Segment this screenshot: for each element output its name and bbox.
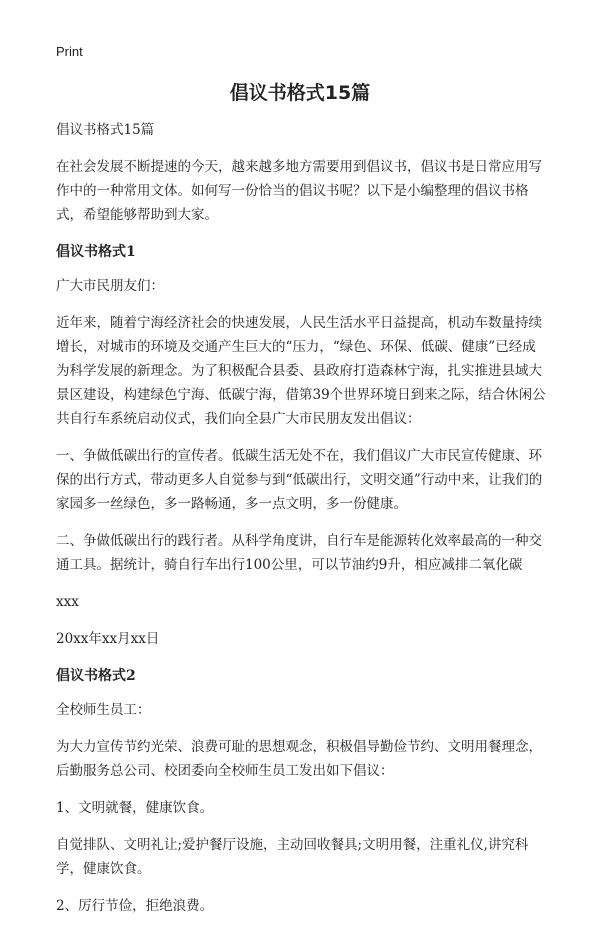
section2-item-2-title: 2、厉行节俭，拒绝浪费。 [56,898,214,914]
section-heading-2: 倡议书格式2 [56,668,136,684]
section-heading-1: 倡议书格式1 [56,244,136,260]
intro-paragraph: 在社会发展不断提速的今天，越来越多地方需要用到倡议书，倡议书是日常应用写作中的一种常用文体。如何写一份恰当的倡议书呢？以下是小编整理的倡议书格式，希望能够帮助到大家。 [56,159,542,223]
section1-paragraph-1: 近年来，随着宁海经济社会的快速发展，人民生活水平日益提高，机动车数量持续增长，对城市的环境及交通产生巨大的“压力，“绿色、环保、低碳、健康”已经成为科学发展的新理念。为了积极配合县委、县政府打造森林宁海，扎实推进县域大景区建设，构建绿色宁海、低碳宁海，借第39个世界环境日到来之际，结合休闲公共自行车系统启动仪式，我们向全县广大市民朋友发出倡议： [56,315,546,427]
section2-item-1-body: 自觉排队、文明礼让;爱护餐厅设施，主动回收餐具;文明用餐，注重礼仪,讲究科学，健康饮食。 [56,837,529,877]
section2-salutation: 全校师生员工： [56,702,151,718]
print-link[interactable]: Print [56,44,83,59]
section2-paragraph-1: 为大力宣传节约光荣、浪费可耻的思想观念，积极倡导勤俭节约、文明用餐理念，后勤服务总公司、校团委向全校师生员工发出如下倡议： [56,739,542,779]
document-title: 倡议书格式15篇 [229,82,371,104]
section1-salutation: 广大市民朋友们： [56,278,164,294]
document-body [56,118,546,931]
section1-date: 20xx年xx月xx日 [56,631,160,647]
section2-item-1-title: 1、文明就餐，健康饮食。 [56,800,214,816]
section1-signature: xxx [56,594,79,610]
section1-paragraph-3: 二、争做低碳出行的践行者。从科学角度讲，自行车是能源转化效率最高的一种交通工具。据统计，骑自行车出行100公里，可以节油约9升，相应减排二氧化碳 [56,533,542,573]
section1-paragraph-2: 一、争做低碳出行的宣传者。低碳生活无处不在，我们倡议广大市民宣传健康、环保的出行方式，带动更多人自觉参与到“低碳出行，文明交通”行动中来，让我们的家园多一丝绿色，多一路畅通，多一点文明，多一份健康。 [56,448,543,512]
document-subtitle: 倡议书格式15篇 [56,122,155,138]
